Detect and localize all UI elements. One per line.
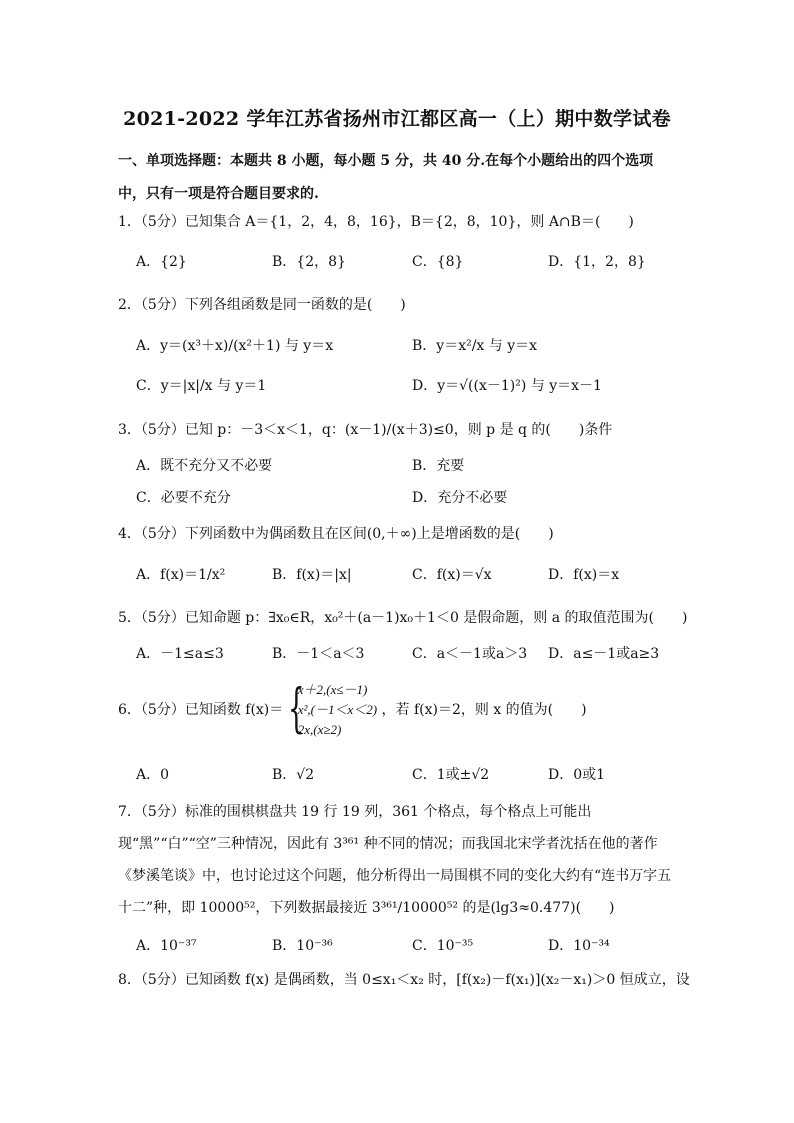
q6-option-c: C．1或±√2 [412, 767, 490, 783]
q7-option-d: D．10⁻³⁴ [548, 938, 610, 954]
q1-option-b: B．{2，8} [272, 254, 346, 270]
q2-option-c: C．y＝|x|/x 与 y＝1 [136, 378, 267, 394]
q4-option-a: A．f(x)＝1/x² [136, 567, 226, 583]
q3-option-a: A．既不充分又不必要 [136, 458, 273, 474]
q6-piece-row-2: x²,(－1＜x＜2) [297, 702, 378, 717]
q6-piece-row-1: x＋2,(x≤－1) [297, 682, 368, 697]
question-2-stem: 2．（5分）下列各组函数是同一函数的是( ) [118, 297, 406, 313]
q2-option-a: A．y＝(x³＋x)/(x²＋1) 与 y＝x [136, 338, 334, 354]
q6-option-a: A．0 [136, 767, 170, 783]
q6-piece-row-3: 2x,(x≥2) [297, 722, 342, 737]
question-1-stem: 1．（5分）已知集合 A＝{1，2，4，8，16}，B＝{2，8，10}，则 A∩B＝( ) [118, 214, 634, 230]
question-8-stem: 8．（5分）已知函数 f(x) 是偶函数，当 0≤x₁＜x₂ 时，[f(x₂)－f(x₁)](x₂－x₁)＞0 恒成立，设 [118, 972, 690, 988]
q6-option-b: B．√2 [272, 767, 315, 783]
q1-option-d: D．{1，2，8} [548, 254, 646, 270]
q2-option-d: D．y＝√((x－1)²) 与 y＝x－1 [412, 378, 602, 394]
q4-option-d: D．f(x)＝x [548, 567, 620, 583]
question-3-stem: 3．（5分）已知 p：－3＜x＜1，q：(x－1)/(x＋3)≤0，则 p 是 q 的( )条件 [118, 422, 613, 438]
q1-option-c: C．{8} [412, 254, 464, 270]
q5-option-c: C．a＜－1或a＞3 [412, 646, 528, 662]
q3-option-b: B．充要 [412, 458, 465, 474]
q7-option-a: A．10⁻³⁷ [136, 938, 197, 954]
q6-piecewise-function [288, 680, 377, 740]
question-5-stem: 5．（5分）已知命题 p：∃x₀∈R，x₀²＋(a－1)x₀＋1＜0 是假命题，则 a 的取值范围为( ) [118, 610, 688, 626]
q7-option-c: C．10⁻³⁵ [412, 938, 474, 954]
exam-title: 2021-2022 学年江苏省扬州市江都区高一（上）期中数学试卷 [123, 108, 671, 130]
q5-option-a: A．－1≤a≤3 [136, 646, 224, 662]
question-7-stem: 7．（5分）标准的围棋棋盘共 19 行 19 列，361 个格点，每个格点上可能出现“黑”“白”“空”三种情况，因此有 3³⁶¹ 种不同的情况；而我国北宋学者沈括在他的著作《梦溪笔谈》中，也讨论过这个问题，他分析得出一局围棋不同的变化大约有“连书万字五十二”种，即 10000⁵²，下列数据最接近 3³⁶¹/10000⁵² 的是(lg3≈0.477)( ) [118, 804, 672, 916]
section-heading: 一、单项选择题：本题共 8 小题，每小题 5 分，共 40 分.在每个小题给出的四个选项中，只有一项是符合题目要求的. [118, 153, 654, 202]
question-4-stem: 4．（5分）下列函数中为偶函数且在区间(0,＋∞)上是增函数的是( ) [118, 526, 554, 542]
q6-brace: { [287, 679, 305, 739]
q5-option-b: B．－1＜a＜3 [272, 646, 365, 662]
q6-option-d: D．0或1 [548, 767, 606, 783]
q6-stem-post: ，若 f(x)＝2，则 x 的值为( ) [381, 702, 587, 718]
q7-option-b: B．10⁻³⁶ [272, 938, 333, 954]
q3-option-c: C．必要不充分 [136, 490, 231, 506]
q1-option-a: A．{2} [136, 254, 187, 270]
q3-option-d: D．充分不必要 [412, 490, 508, 506]
q6-stem-pre: 6．（5分）已知函数 f(x)＝ [118, 702, 284, 718]
q2-option-b: B．y＝x²/x 与 y＝x [412, 338, 538, 354]
question-6-stem [118, 680, 688, 740]
q5-option-d: D．a≤－1或a≥3 [548, 646, 660, 662]
q4-option-b: B．f(x)＝|x| [272, 567, 352, 583]
q4-option-c: C．f(x)＝√x [412, 567, 492, 583]
